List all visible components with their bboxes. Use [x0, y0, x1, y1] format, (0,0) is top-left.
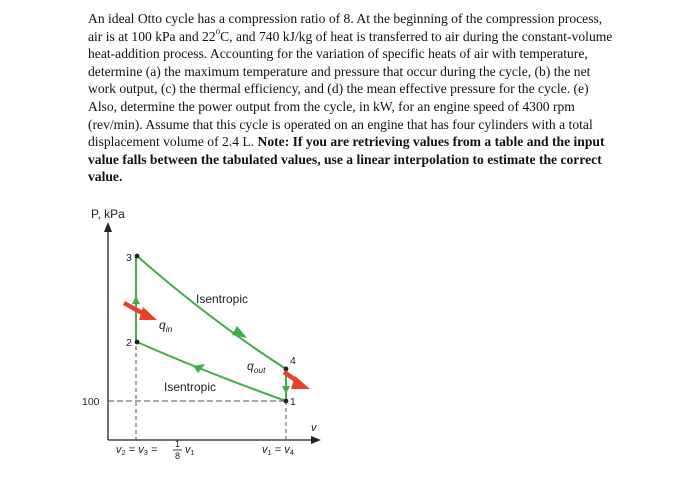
state-label-2: 2: [126, 337, 132, 349]
problem-line-3: heat-addition process. Accounting for the variation of specific heats of air with temperature,: [88, 46, 588, 62]
expansion-arrowhead: [232, 326, 247, 338]
isentropic-expansion-label: Isentropic: [196, 292, 249, 306]
note-line-3: value.: [88, 169, 123, 185]
problem-line-4: determine (a) the maximum temperature and pressure that occur during the cycle, (b) the net: [88, 63, 591, 79]
heat-in-label: $q_{in}$: [159, 318, 173, 334]
isentropic-compression-label: Isentropic: [164, 380, 217, 394]
v-left-label: [116, 439, 195, 461]
svg-text:v1: v1: [185, 444, 195, 457]
problem-line-2-start: air is at 100 kPa and 22: [88, 28, 216, 44]
pressure-tick-label: 100: [82, 396, 100, 408]
note-line-2: value falls between the tabulated values, use a linear interpolation to estimate the correct: [88, 151, 602, 167]
degree-symbol: o: [215, 26, 221, 37]
heat-rejection-arrowhead: [282, 386, 290, 394]
state-label-4: 4: [290, 355, 296, 367]
state-point-3: [135, 254, 140, 259]
y-axis-arrowhead: [104, 222, 112, 232]
v-right-label: [262, 444, 294, 457]
svg-text:v1 = v4: v1 = v4: [262, 444, 294, 457]
problem-line-1: An ideal Otto cycle has a compression ratio of 8. At the beginning of the compression process,: [88, 11, 603, 26]
svg-text:1: 1: [175, 439, 181, 449]
state-label-3: 3: [126, 252, 132, 264]
x-axis-arrowhead: [311, 436, 321, 444]
svg-text:8: 8: [175, 451, 181, 461]
heat-in-arrow: [124, 303, 157, 320]
problem-line-2-end: C, and 740 kJ/kg of heat is transferred to air during the constant-volume: [220, 28, 613, 44]
state-label-1: 1: [290, 396, 296, 408]
problem-line-5: work output, (c) the thermal efficiency, and (d) the mean effective pressure for the cycle. (e): [88, 81, 589, 97]
heat-out-label: $q_{out}$: [247, 359, 266, 375]
problem-line-7: (rev/min). Assume that this cycle is operated on an engine that has four cylinders with a total: [88, 116, 593, 132]
x-axis-label: v: [311, 422, 317, 434]
svg-text:v2 = v3 =: v2 = v3 =: [116, 444, 158, 457]
heat-addition-arrowhead: [132, 296, 140, 304]
note-text: Note: If you are retrieving values from a table and the input: [257, 134, 605, 150]
y-axis-label: P, kPa: [91, 207, 125, 221]
state-point-2: [135, 340, 140, 345]
state-point-1: [284, 399, 289, 404]
problem-line-8-text: displacement volume of 2.4 L.: [88, 134, 258, 150]
problem-line-6: Also, determine the power output from the cycle, in kW, for an engine speed of 4300 rpm: [88, 98, 575, 114]
